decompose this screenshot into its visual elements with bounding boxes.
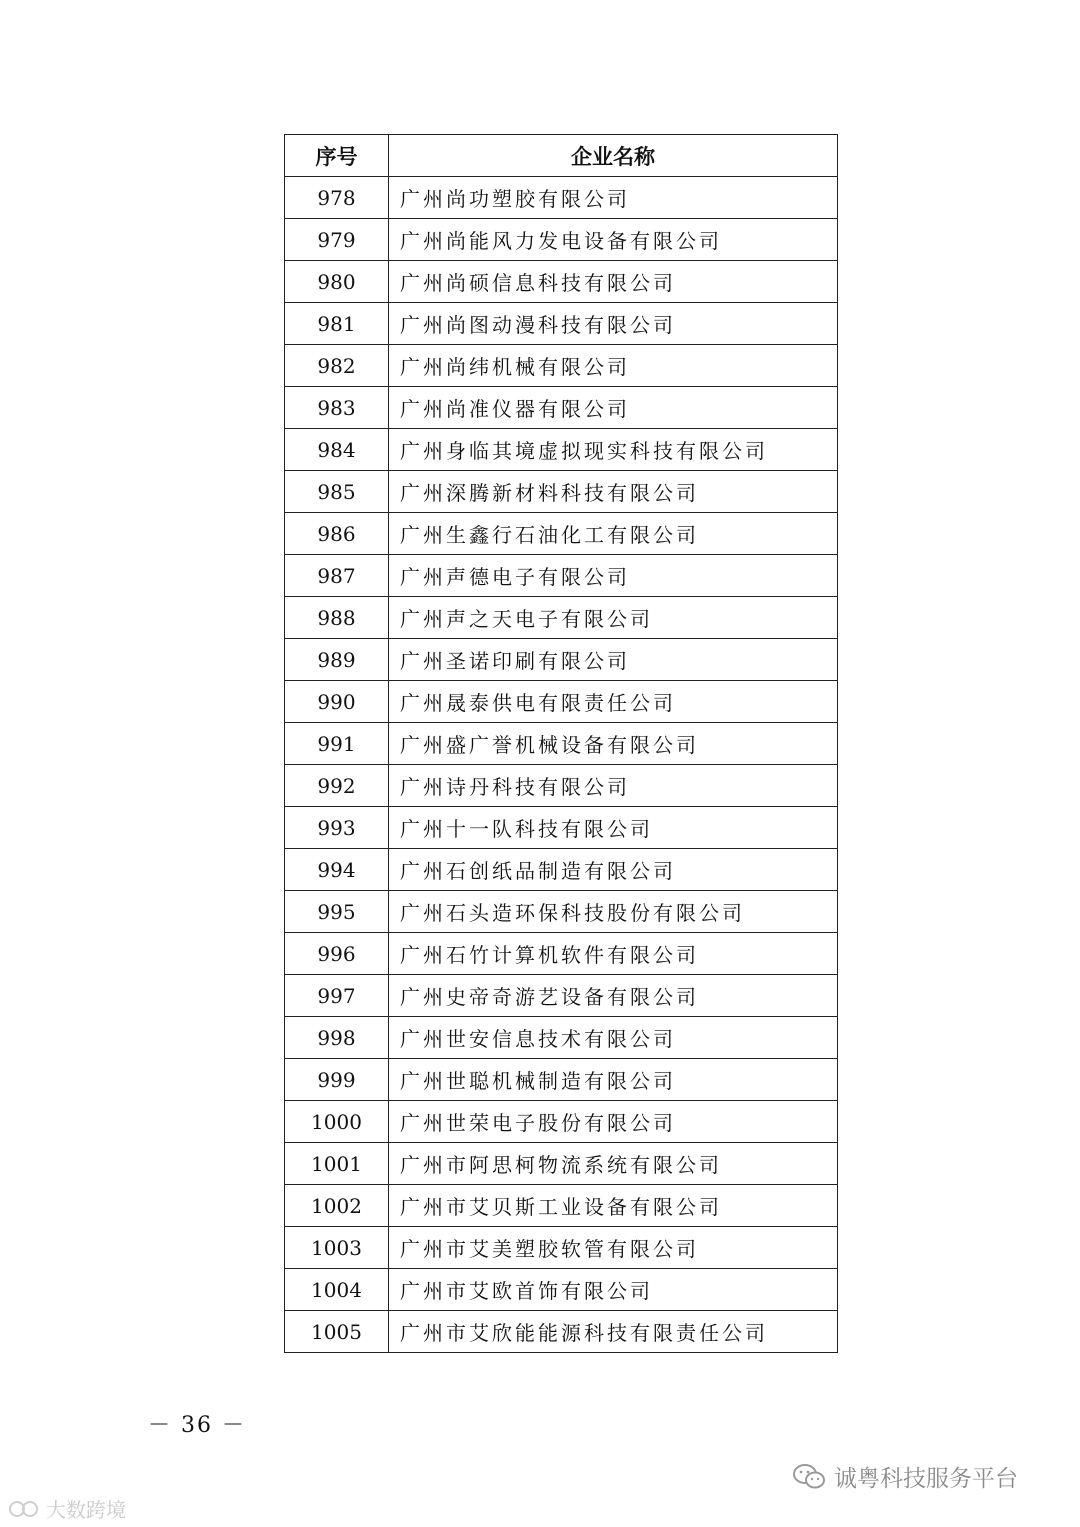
row-company-name: 广州世安信息技术有限公司 (389, 1017, 838, 1059)
table-row (285, 177, 838, 219)
row-index: 1000 (285, 1101, 389, 1143)
row-company-name: 广州诗丹科技有限公司 (389, 765, 838, 807)
watermark-logo-icon (8, 1497, 42, 1521)
table-row (285, 891, 838, 933)
row-index: 997 (285, 975, 389, 1017)
row-company-name: 广州声之天电子有限公司 (389, 597, 838, 639)
row-index: 994 (285, 849, 389, 891)
table-row (285, 765, 838, 807)
table-row (285, 261, 838, 303)
table-row (285, 975, 838, 1017)
table-row (285, 723, 838, 765)
table-row (285, 681, 838, 723)
table-row (285, 555, 838, 597)
table-row (285, 1059, 838, 1101)
row-company-name: 广州声德电子有限公司 (389, 555, 838, 597)
row-index: 983 (285, 387, 389, 429)
table-row (285, 1017, 838, 1059)
row-company-name: 广州十一队科技有限公司 (389, 807, 838, 849)
table-row (285, 1311, 838, 1353)
row-company-name: 广州尚图动漫科技有限公司 (389, 303, 838, 345)
row-company-name: 广州世聪机械制造有限公司 (389, 1059, 838, 1101)
row-company-name: 广州尚硕信息科技有限公司 (389, 261, 838, 303)
table-row (285, 303, 838, 345)
row-company-name: 广州史帝奇游艺设备有限公司 (389, 975, 838, 1017)
watermark-left (8, 1494, 126, 1523)
row-index: 988 (285, 597, 389, 639)
row-index: 990 (285, 681, 389, 723)
row-company-name: 广州世荣电子股份有限公司 (389, 1101, 838, 1143)
watermark-right (792, 1460, 1018, 1493)
row-company-name: 广州晟泰供电有限责任公司 (389, 681, 838, 723)
row-company-name: 广州市艾美塑胶软管有限公司 (389, 1227, 838, 1269)
row-index: 980 (285, 261, 389, 303)
table-row (285, 345, 838, 387)
table-row (285, 639, 838, 681)
row-index: 986 (285, 513, 389, 555)
table-row (285, 1227, 838, 1269)
table-row (285, 1185, 838, 1227)
row-company-name: 广州石创纸品制造有限公司 (389, 849, 838, 891)
row-index: 982 (285, 345, 389, 387)
page-number: － 36 － (148, 1413, 246, 1438)
row-index: 1004 (285, 1269, 389, 1311)
table-row (285, 1101, 838, 1143)
row-index: 1003 (285, 1227, 389, 1269)
table-row (285, 513, 838, 555)
table-row (285, 1269, 838, 1311)
row-company-name: 广州圣诺印刷有限公司 (389, 639, 838, 681)
row-index: 987 (285, 555, 389, 597)
company-list-table (284, 134, 838, 1353)
watermark-right-text: 诚粤科技服务平台 (834, 1466, 1018, 1492)
row-company-name: 广州身临其境虚拟现实科技有限公司 (389, 429, 838, 471)
row-company-name: 广州石竹计算机软件有限公司 (389, 933, 838, 975)
row-index: 993 (285, 807, 389, 849)
row-company-name: 广州市阿思柯物流系统有限公司 (389, 1143, 838, 1185)
table-row (285, 1143, 838, 1185)
row-index: 984 (285, 429, 389, 471)
table-row (285, 933, 838, 975)
row-index: 998 (285, 1017, 389, 1059)
row-company-name: 广州市艾贝斯工业设备有限公司 (389, 1185, 838, 1227)
row-index: 978 (285, 177, 389, 219)
table-row (285, 429, 838, 471)
row-company-name: 广州生鑫行石油化工有限公司 (389, 513, 838, 555)
row-company-name: 广州盛广誉机械设备有限公司 (389, 723, 838, 765)
row-index: 989 (285, 639, 389, 681)
table-row (285, 387, 838, 429)
row-index: 991 (285, 723, 389, 765)
header-index: 序号 (285, 135, 389, 177)
row-index: 995 (285, 891, 389, 933)
row-index: 1002 (285, 1185, 389, 1227)
row-company-name: 广州市艾欧首饰有限公司 (389, 1269, 838, 1311)
table-row (285, 849, 838, 891)
watermark-left-text: 大数跨境 (46, 1498, 126, 1522)
row-index: 985 (285, 471, 389, 513)
row-company-name: 广州尚能风力发电设备有限公司 (389, 219, 838, 261)
row-company-name: 广州尚功塑胶有限公司 (389, 177, 838, 219)
row-index: 999 (285, 1059, 389, 1101)
row-index: 996 (285, 933, 389, 975)
header-company-name: 企业名称 (389, 135, 838, 177)
table-row (285, 471, 838, 513)
table-row (285, 219, 838, 261)
row-company-name: 广州深腾新材料科技有限公司 (389, 471, 838, 513)
row-index: 981 (285, 303, 389, 345)
row-company-name: 广州尚准仪器有限公司 (389, 387, 838, 429)
row-index: 979 (285, 219, 389, 261)
table-row (285, 597, 838, 639)
wechat-icon (792, 1463, 826, 1491)
row-index: 1001 (285, 1143, 389, 1185)
table-header-row (285, 135, 838, 177)
row-index: 992 (285, 765, 389, 807)
row-index: 1005 (285, 1311, 389, 1353)
row-company-name: 广州市艾欣能能源科技有限责任公司 (389, 1311, 838, 1353)
table-row (285, 807, 838, 849)
row-company-name: 广州尚纬机械有限公司 (389, 345, 838, 387)
row-company-name: 广州石头造环保科技股份有限公司 (389, 891, 838, 933)
